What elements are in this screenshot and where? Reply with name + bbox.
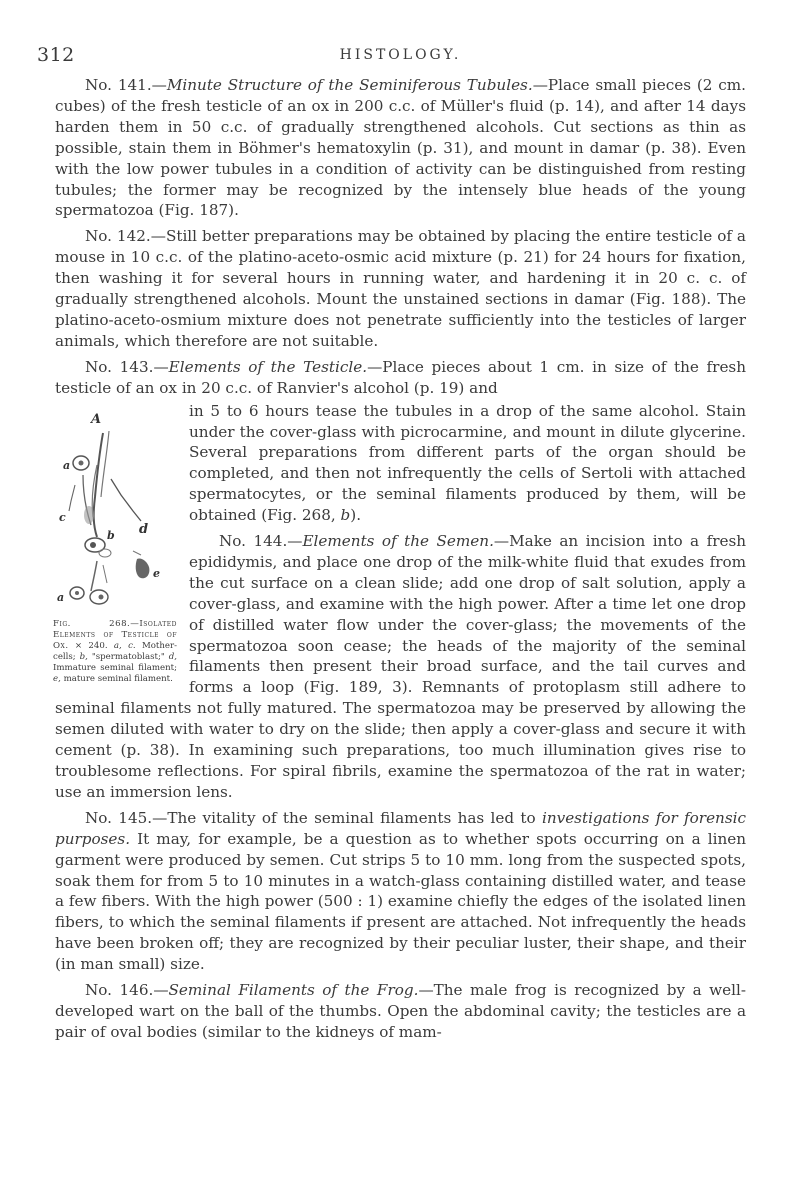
figure-caption: [53, 619, 177, 685]
running-title: HISTOLOGY.: [339, 47, 462, 63]
label-d: d: [139, 521, 149, 537]
paragraph-title: Seminal Filaments of the Frog.: [168, 981, 419, 1000]
caption-text-e: mature seminal filament.: [63, 673, 173, 684]
paragraph-number: No. 146.: [85, 981, 154, 1000]
paragraph-body: Still better preparations may be obtained by placing the entire testicle of a mouse in 10 c.c. of the platino-aceto-osmic acid mixture (p. 21) for 24 hours for fixation, then washing it for several hours in running water, and hardening it in 20 c. c. of gradually strengthened alcohols. Mount the unstained sections in damar (Fig. 188). The platino-aceto-osmium mixture does not penetrate sufficiently into the testicles of larger animals, which therefore are not suitable.: [55, 227, 746, 350]
paragraph-body: Make an incision into a fresh epididymis, and place one drop of the milk-white fluid that exudes from the cut surface on a clean slide; add one drop of salt solution, apply a cover-glass, and examine with the high power. After a time let one drop of distilled water flow under the cover-glass; the movements of the spermatozoa soon cease; the heads of the majority of the seminal filaments then present their broad surface, and the tail curves and forms a loop (Fig. 189, 3). Remnants of protoplasm still adhere to seminal filaments not fully matured. The spermatozoa may be preserved by allowing the semen diluted with water to dry on the slide; then apply a cover-glass and secure it with cement (p. 38). In examining such preparations, too much illumination gives rise to troublesome reflections. For spiral fibrils, examine the spermatozoa of the rat in water; use an immersion lens.: [55, 532, 747, 801]
paragraph-emphasis: investigations for forensic purposes.: [55, 808, 746, 848]
paragraph-body-start: Place pieces about 1 cm. in size of the fresh testicle of an ox in 20 c.c. of Ranvier's alcohol (p. 19) and: [55, 357, 747, 397]
page-header: [37, 44, 764, 68]
page-number: 312: [37, 44, 75, 66]
paragraph-145: No. 145.—The vitality of the seminal filaments has led to investigations for forensic purposes. It may, for example, be a question as to whether spots occurring on a linen garment were produced by semen. Cut strips 5 to 10 mm. long from the suspected spots, soak them for from 5 to 10 minutes in a watch-glass containing distilled water, and tease a few fibers. With the high power (500 : 1) examine chiefly the edges of the isolated linen fibers, to which the seminal filaments if present are attached. Not infrequently the heads have been broken off; they are recognized by their peculiar luster, their shape, and their (in man small) size.: [55, 808, 746, 974]
paragraph-142: No. 142.—Still better preparations may be obtained by placing the entire testicle of a mouse in 10 c.c. of the platino-aceto-osmic acid mixture (p. 21) for 24 hours for fixation, then washing it for several hours in running water, and hardening it in 20 c. c. of gradually strengthened alcohols. Mount the unstained sections in damar (Fig. 188). The platino-aceto-osmium mixture does not penetrate sufficiently into the testicles of larger animals, which therefore are not suitable.: [55, 227, 746, 350]
paragraph-body-continued: in 5 to 6 hours tease the tubules in a drop of the same alcohol. Stain under the cover-glass with picrocarmine, and mount in dilute glycerine. Several preparations from different parts of the organ should be completed, and then not infrequently the cells of Sertoli with attached spermatocytes, or the seminal filaments produced by them, will be obtained (Fig. 268, b).: [189, 401, 746, 525]
paragraph-title: Elements of the Semen.: [302, 532, 494, 551]
caption-key-ac: a, c.: [113, 640, 136, 651]
paragraph-title: Elements of the Testicle.: [168, 357, 368, 376]
paragraph-body-a: The vitality of the seminal filaments has led to: [167, 808, 536, 827]
paragraph-title: Minute Structure of the Seminiferous Tubules.: [166, 76, 533, 94]
paragraph-146: No. 146.—Seminal Filaments of the Frog.—The male frog is recognized by a well-developed wart on the ball of the thumbs. Open the abdominal cavity; the testicles are a pair of oval bodies (similar to the kidneys of mam-: [55, 981, 746, 1041]
paragraph-143: No. 143.—Elements of the Testicle.—Place pieces about 1 cm. in size of the fresh testicle of an ox in 20 c.c. of Ranvier's alcohol (p. 19) and: [55, 357, 747, 397]
caption-key-d: d,: [168, 651, 178, 662]
caption-magnification: × 240.: [74, 640, 108, 651]
caption-text-ac: Mother-cells;: [53, 640, 178, 662]
paragraph-body-b: It may, for example, be a question as to whether spots occurring on a linen garment were produced by semen. Cut strips 5 to 10 mm. long from the suspected spots, soak them for from 5 to 10 minutes in a watch-glass containing distilled water, and tease a few fibers. With the high power (500 : 1) examine chiefly the edges of the isolated linen fibers, to which the seminal filaments if present are attached. Not infrequently the heads have been broken off; they are recognized by their peculiar luster, their shape, and their (in man small) size.: [55, 829, 746, 974]
paragraph-body: The male frog is recognized by a well-developed wart on the ball of the thumbs. Open the abdominal cavity; the testicles are a pair of oval bodies (similar to the kidneys of mam-: [55, 981, 746, 1041]
label-b: b: [107, 528, 115, 542]
label-a-top: a: [63, 458, 71, 472]
paragraph-144: No. 144.—Elements of the Semen.—Make an incision into a fresh epididymis, and place one drop of the milk-white fluid that exudes from the cut surface on a clean slide; add one drop of salt solution, apply a cover-glass, and examine with the high power. After a time let one drop of distilled water flow under the cover-glass; the movements of the spermatozoa soon cease; the heads of the majority of the seminal filaments then present their broad surface, and the tail curves and forms a loop (Fig. 189, 3). Remnants of protoplasm still adhere to seminal filaments not fully matured. The spermatozoa may be preserved by allowing the semen diluted with water to dry on the slide; then apply a cover-glass and secure it with cement (p. 38). In examining such preparations, too much illumination gives rise to troublesome reflections. For spiral fibrils, examine the spermatozoa of the rat in water; use an immersion lens.: [55, 532, 747, 801]
caption-lead: Fig. 268.—Isolated Elements of Testicle of Ox.: [53, 618, 177, 651]
paragraph-number: No. 142.: [85, 227, 151, 246]
caption-text-b: "spermatoblast;": [91, 651, 165, 662]
paragraph-number: No. 143.: [85, 357, 154, 376]
paragraph-number: No. 144.: [219, 532, 288, 551]
paragraph-body: Place small pieces (2 cm. cubes) of the fresh testicle of an ox in 200 c.c. of Müller's fluid (p. 14), and after 14 days harden them in 50 c.c. of gradually strengthened alcohols. Cut sections as thin as possible, stain them in Böhmer's hematoxylin (p. 31), and mount in damar (p. 38). Even with the low power tubules in a condition of activity can be distinguished from resting tubules; the former may be recognized by the intensely blue heads of the young spermatozoa (Fig. 187).: [55, 76, 746, 220]
testicle-elements-illustration: [53, 405, 177, 615]
label-a-bottom: a: [57, 590, 65, 604]
figure-ref-b: b: [340, 506, 351, 525]
paragraph-number: No. 145.: [85, 808, 153, 827]
label-c: c: [59, 510, 66, 524]
paragraph-number: No. 141.: [85, 76, 152, 94]
caption-key-b: b,: [79, 651, 88, 662]
body-text: [55, 75, 746, 1048]
figure-268: [53, 401, 177, 685]
label-A: A: [91, 411, 102, 427]
caption-key-e: e,: [53, 673, 61, 684]
caption-text-d: Immature seminal filament;: [53, 662, 177, 673]
paragraph-141: No. 141.—Minute Structure of the Seminiferous Tubules.—Place small pieces (2 cm. cubes) of the fresh testicle of an ox in 200 c.c. of Müller's fluid (p. 14), and after 14 days harden them in 50 c.c. of gradually strengthened alcohols. Cut sections as thin as possible, stain them in Böhmer's hematoxylin (p. 31), and mount in damar (p. 38). Even with the low power tubules in a condition of activity can be distinguished from resting tubules; the former may be recognized by the intensely blue heads of the young spermatozoa (Fig. 187).: [55, 76, 746, 220]
label-e: e: [153, 566, 160, 580]
